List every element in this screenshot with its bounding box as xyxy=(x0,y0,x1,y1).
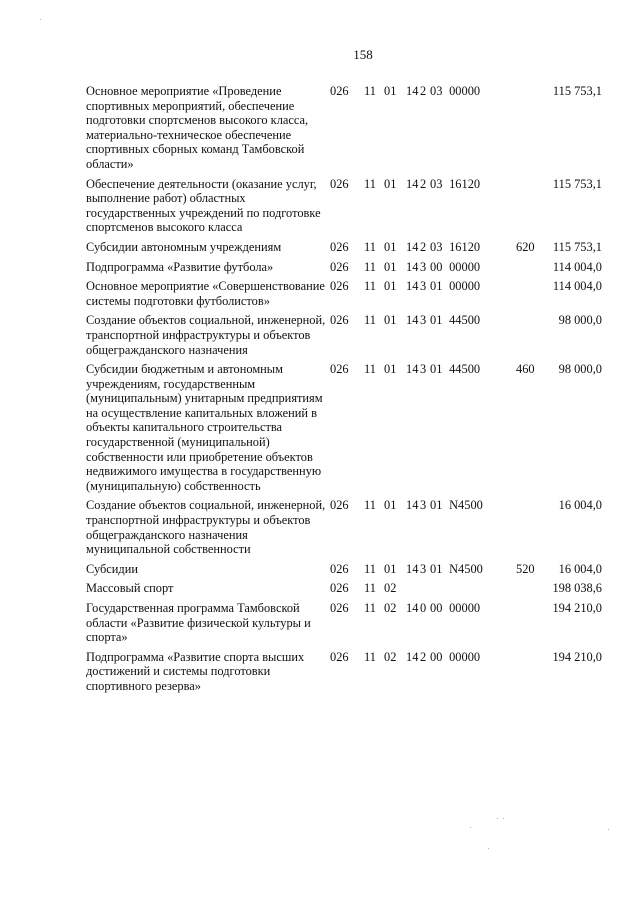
csr-program: 14 xyxy=(406,259,419,274)
row-pr: 01 xyxy=(384,176,397,191)
row-pr: 01 xyxy=(384,259,397,274)
csr-program: 14 xyxy=(406,601,419,615)
row-pr: 01 xyxy=(384,362,397,377)
row-name: Основное мероприятие «Совершенствование системы подготовки футболистов» xyxy=(86,279,325,308)
scan-speck xyxy=(40,19,41,20)
scan-speck xyxy=(608,829,609,830)
table-row xyxy=(86,177,602,240)
csr-program: 14 xyxy=(406,498,419,513)
csr-event: 03 xyxy=(430,239,443,254)
row-rz: 11 xyxy=(364,498,376,513)
csr-event: 03 xyxy=(430,84,443,98)
csr-program: 14 xyxy=(406,561,419,576)
csr-subprogram: 3 xyxy=(420,259,427,274)
table-row xyxy=(86,650,602,699)
csr-program: 14 xyxy=(406,279,419,294)
row-rz: 11 xyxy=(364,649,376,664)
row-name: Субсидии xyxy=(86,561,138,576)
row-sum: 115 753,1 xyxy=(552,239,602,254)
row-sum: 198 038,6 xyxy=(552,581,602,596)
row-pr: 01 xyxy=(384,84,397,98)
row-ved: 026 xyxy=(330,84,349,98)
csr-direction: 00000 xyxy=(449,601,481,615)
row-name: Создание объектов социальной, инженерной, транспортной инфраструктуры и объектов общегражданского назначения xyxy=(86,313,326,357)
csr-event: 03 xyxy=(430,176,443,191)
csr-direction: 00000 xyxy=(449,279,481,294)
row-rz: 11 xyxy=(364,362,376,377)
row-vr xyxy=(516,313,542,362)
csr-direction: N4500 xyxy=(449,561,483,576)
csr-program: 14 xyxy=(406,313,419,328)
table-row xyxy=(86,313,602,362)
row-ved: 026 xyxy=(330,313,349,328)
table-row xyxy=(86,260,602,280)
csr-event: 00 xyxy=(430,649,443,664)
row-sum: 114 004,0 xyxy=(552,259,602,274)
table-row xyxy=(86,498,602,561)
row-pr: 02 xyxy=(384,581,397,596)
row-rz: 11 xyxy=(364,259,376,274)
row-sum: 98 000,0 xyxy=(558,362,602,377)
row-name: Подпрограмма «Развитие спорта высших достижений и системы подготовки спортивного резерва» xyxy=(86,649,305,693)
table-row xyxy=(86,581,602,601)
csr-program: 14 xyxy=(406,176,419,191)
row-pr: 01 xyxy=(384,561,397,576)
row-pr: 01 xyxy=(384,279,397,294)
budget-table xyxy=(86,84,602,699)
csr-direction: 16120 xyxy=(449,239,481,254)
page-number: 158 xyxy=(353,47,373,62)
row-name: Субсидии бюджетным и автономным учреждениям, государственным (муниципальным) унитарным предприятиям на осуществление капитальных вложений в объекты капитального строительства государственной (муниципальной) собственности или приобретение объектов недвижимого имущества в государственную (муниципальную) собственность xyxy=(86,362,323,493)
csr-subprogram: 3 xyxy=(420,279,427,294)
row-csr xyxy=(406,562,516,582)
csr-subprogram: 3 xyxy=(420,313,427,328)
csr-event: 00 xyxy=(430,259,443,274)
row-name: Основное мероприятие «Проведение спортивных мероприятий, обеспечение подготовки спортсменов высокого класса, материально-техническое обеспечение спортивных сборных команд Тамбовской области» xyxy=(86,84,309,171)
row-pr: 02 xyxy=(384,649,397,664)
row-sum: 115 753,1 xyxy=(552,176,602,191)
row-sum: 194 210,0 xyxy=(552,649,602,664)
csr-direction: 00000 xyxy=(449,84,481,98)
row-sum: 114 004,0 xyxy=(552,279,602,294)
csr-subprogram: 3 xyxy=(420,498,427,513)
row-sum: 16 004,0 xyxy=(558,561,602,576)
row-csr xyxy=(406,498,516,561)
row-vr xyxy=(516,260,542,280)
row-name: Обеспечение деятельности (оказание услуг, выполнение работ) областных государственных учреждений по подготовке спортсменов высокого класса xyxy=(86,176,321,235)
row-csr xyxy=(406,260,516,280)
csr-subprogram: 2 xyxy=(420,239,427,254)
row-ved: 026 xyxy=(330,561,349,576)
csr-event: 01 xyxy=(430,561,443,576)
csr-program: 14 xyxy=(406,239,419,254)
csr-event: 01 xyxy=(430,498,443,513)
row-vr xyxy=(516,84,542,177)
row-pr: 01 xyxy=(384,313,397,328)
csr-direction: 16120 xyxy=(449,176,481,191)
row-sum: 16 004,0 xyxy=(558,498,602,513)
csr-direction: 44500 xyxy=(449,362,481,377)
csr-program: 14 xyxy=(406,84,419,98)
row-ved: 026 xyxy=(330,649,349,664)
scan-speck xyxy=(503,818,504,819)
row-ved: 026 xyxy=(330,498,349,513)
row-vr xyxy=(516,650,542,699)
row-vr xyxy=(516,581,542,601)
csr-program: 14 xyxy=(406,649,419,664)
row-name: Субсидии автономным учреждениям xyxy=(86,239,282,254)
csr-direction: N4500 xyxy=(449,498,483,513)
row-csr xyxy=(406,581,516,601)
row-name: Создание объектов социальной, инженерной, транспортной инфраструктуры и объектов общегражданского назначения муниципальной собственности xyxy=(86,498,326,557)
row-ved: 026 xyxy=(330,362,349,377)
row-sum: 194 210,0 xyxy=(552,601,602,615)
csr-event: 00 xyxy=(430,601,443,615)
row-csr xyxy=(406,601,516,650)
row-csr xyxy=(406,362,516,498)
csr-program: 14 xyxy=(406,362,419,377)
row-vr xyxy=(516,498,542,561)
row-vr: 520 xyxy=(516,561,535,576)
row-rz: 11 xyxy=(364,279,376,294)
row-vr xyxy=(516,177,542,240)
row-pr: 01 xyxy=(384,498,397,513)
row-vr: 460 xyxy=(516,362,535,377)
row-pr: 02 xyxy=(384,601,397,615)
row-rz: 11 xyxy=(364,561,376,576)
csr-event: 01 xyxy=(430,279,443,294)
csr-event: 01 xyxy=(430,362,443,377)
row-vr: 620 xyxy=(516,239,535,254)
scan-speck xyxy=(497,818,498,819)
row-sum: 98 000,0 xyxy=(558,313,602,328)
row-ved: 026 xyxy=(330,239,349,254)
row-rz: 11 xyxy=(364,581,376,596)
row-name: Подпрограмма «Развитие футбола» xyxy=(86,259,274,274)
row-rz: 11 xyxy=(364,601,376,615)
table-row xyxy=(86,601,602,650)
csr-subprogram: 2 xyxy=(420,649,427,664)
csr-direction: 00000 xyxy=(449,259,481,274)
csr-subprogram: 0 xyxy=(420,601,427,615)
row-rz: 11 xyxy=(364,84,376,98)
row-name: Государственная программа Тамбовской области «Развитие физической культуры и спорта» xyxy=(86,601,311,645)
row-ved: 026 xyxy=(330,601,349,615)
row-csr xyxy=(406,177,516,240)
row-csr xyxy=(406,313,516,362)
csr-subprogram: 2 xyxy=(420,176,427,191)
row-csr xyxy=(406,84,516,177)
table-row xyxy=(86,562,602,582)
table-row xyxy=(86,240,602,260)
table-row xyxy=(86,362,602,498)
csr-subprogram: 2 xyxy=(420,84,427,98)
row-ved: 026 xyxy=(330,176,349,191)
table-row xyxy=(86,279,602,313)
csr-direction: 00000 xyxy=(449,649,481,664)
csr-event: 01 xyxy=(430,313,443,328)
row-rz: 11 xyxy=(364,239,376,254)
row-ved: 026 xyxy=(330,581,349,596)
scan-speck xyxy=(488,848,489,849)
row-rz: 11 xyxy=(364,313,376,328)
row-csr xyxy=(406,240,516,260)
row-csr xyxy=(406,279,516,313)
scan-speck xyxy=(470,827,471,828)
row-vr xyxy=(516,279,542,313)
csr-subprogram: 3 xyxy=(420,561,427,576)
csr-direction: 44500 xyxy=(449,313,481,328)
row-pr: 01 xyxy=(384,239,397,254)
table-row xyxy=(86,84,602,177)
row-vr xyxy=(516,601,542,650)
row-ved: 026 xyxy=(330,279,349,294)
row-csr xyxy=(406,650,516,699)
row-sum: 115 753,1 xyxy=(552,84,602,98)
row-name: Массовый спорт xyxy=(86,581,174,596)
row-ved: 026 xyxy=(330,259,349,274)
csr-subprogram: 3 xyxy=(420,362,427,377)
row-rz: 11 xyxy=(364,176,376,191)
